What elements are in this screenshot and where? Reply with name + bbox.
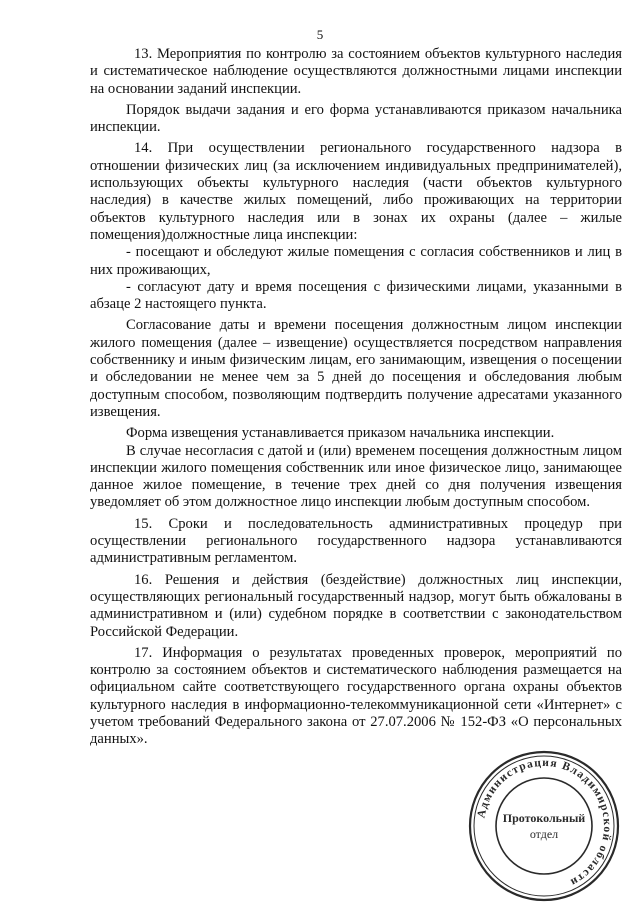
paragraph-14-bullet-2: - согласуют дату и время посещения с физическими лицами, указанными в абзаце 2 настоящего пункта. [90, 278, 622, 313]
stamp-center-line-1: Протокольный [502, 811, 586, 825]
official-stamp [466, 748, 622, 904]
paragraph-16: 16. Решения и действия (бездействие) должностных лиц инспекции, осуществляющих региональный государственный надзор, могут быть обжалованы в административном и (или) судебном порядке в соответствии с законодательством Российской Федерации. [90, 571, 622, 640]
paragraph-14: 14. При осуществлении регионального государственного надзора в отношении физических лиц (за исключением индивидуальных предпринимателей), использующих объекты культурного наследия (части объектов культурного наследия) в качестве жилых помещений, либо проживающих на территории объектов культурного наследия или в зонах их охраны (далее – жилые помещения)должностные лица инспекции: [90, 140, 622, 243]
page-number: 5 [316, 27, 324, 42]
paragraph-13-order: Порядок выдачи задания и его форма устанавливаются приказом начальника инспекции. [90, 101, 622, 136]
paragraph-13: 13. Мероприятия по контролю за состоянием объектов культурного наследия и систематическое наблюдение осуществляются должностными лицами инспекции на основании заданий инспекции. [90, 46, 622, 97]
paragraph-14-notice-form: Форма извещения устанавливается приказом начальника инспекции. [126, 425, 555, 442]
stamp-center-line-2: отдел [529, 827, 559, 841]
paragraph-15: 15. Сроки и последовательность административных процедур при осуществлении регионального государственного надзора устанавливаются административным регламентом. [90, 515, 622, 567]
paragraph-14-bullet-1: - посещают и обследуют жилые помещения с согласия собственников и лиц в них проживающих, [90, 244, 622, 278]
paragraph-14-disagreement: В случае несогласия с датой и (или) временем посещения должностным лицом инспекции жилого помещения собственник или иное физическое лицо, занимающее данное жилое помещение, в течение трех дней со дня получения извещения уведомляет об этом должностное лицо инспекции любым доступным способом. [90, 442, 622, 511]
paragraph-17: 17. Информация о результатах проведенных проверок, мероприятий по контролю за состоянием объектов и систематического наблюдения размещается на официальном сайте соответствующего государственного органа охраны объектов культурного наследия в информационно-телекоммуникационной сети «Интернет» с учетом требований Федерального закона от 27.07.2006 № 152-ФЗ «О персональных данных». [90, 644, 622, 748]
document-body [90, 46, 622, 753]
paragraph-14-agreement: Согласование даты и времени посещения должностным лицом инспекции жилого помещения (далее – извещение) осуществляется посредством направления собственнику и иным физическим лицам, его занимающим, извещения о посещении и обследовании не менее чем за 5 дней до посещения и обследования любым доступным способом, позволяющим подтвердить получение адресатами указанного извещения. [90, 317, 622, 420]
stamp-ring-text: Администрация Владимирской области [475, 756, 614, 889]
